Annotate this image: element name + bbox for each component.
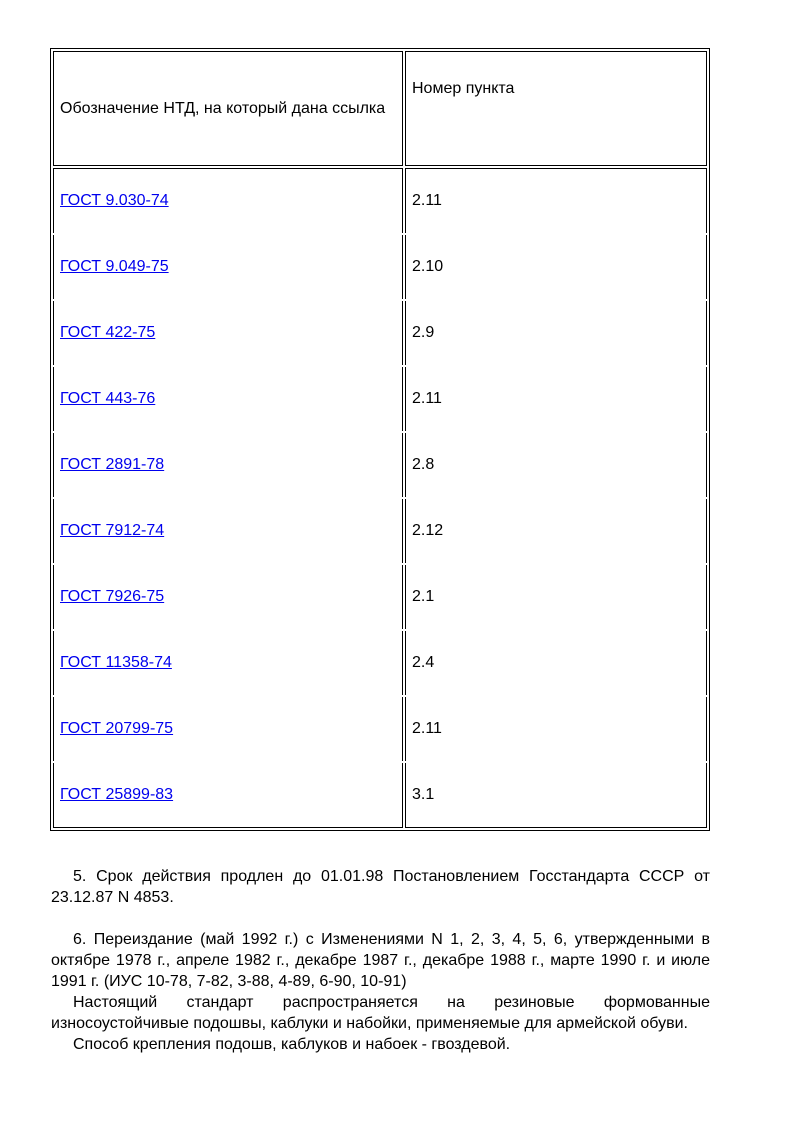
item-number-cell: 2.8 bbox=[405, 433, 707, 497]
doc-cell bbox=[53, 367, 403, 431]
table-row bbox=[53, 697, 707, 761]
header-doc-designation: Обозначение НТД, на который дана ссылка bbox=[53, 51, 403, 166]
note-reissue: 6. Переиздание (май 1992 г.) с Изменениями N 1, 2, 3, 4, 5, 6, утвержденными в октябре 1978 г., апреле 1982 г., декабре 1987 г., декабре 1988 г., марте 1990 г. и июле 1991 г. (ИУС 10-78, 7-82, 3-88, 4-89, 6-90, 10-91) bbox=[51, 931, 710, 990]
table-row bbox=[53, 235, 707, 299]
table-row bbox=[53, 763, 707, 828]
doc-cell bbox=[53, 763, 403, 828]
item-number-cell: 2.12 bbox=[405, 499, 707, 563]
table-header-row bbox=[53, 51, 707, 166]
item-number-cell: 2.11 bbox=[405, 697, 707, 761]
reference-table-body bbox=[53, 51, 707, 828]
item-number-cell: 2.9 bbox=[405, 301, 707, 365]
item-number-cell: 2.11 bbox=[405, 367, 707, 431]
doc-cell bbox=[53, 235, 403, 299]
reference-table bbox=[50, 48, 710, 831]
table-row bbox=[53, 367, 707, 431]
gost-link[interactable]: ГОСТ 9.049-75 bbox=[60, 258, 169, 275]
doc-cell bbox=[53, 565, 403, 629]
doc-cell bbox=[53, 168, 403, 233]
table-row bbox=[53, 499, 707, 563]
notes-section bbox=[51, 866, 710, 1055]
gost-link[interactable]: ГОСТ 11358-74 bbox=[60, 654, 172, 671]
doc-cell bbox=[53, 697, 403, 761]
header-item-number: Номер пункта bbox=[405, 51, 707, 166]
doc-cell bbox=[53, 433, 403, 497]
table-row bbox=[53, 631, 707, 695]
gost-link[interactable]: ГОСТ 7926-75 bbox=[60, 588, 165, 605]
gost-link[interactable]: ГОСТ 9.030-74 bbox=[60, 192, 169, 209]
table-row bbox=[53, 433, 707, 497]
gost-link[interactable]: ГОСТ 20799-75 bbox=[60, 720, 174, 737]
item-number-cell: 2.10 bbox=[405, 235, 707, 299]
item-number-cell: 2.11 bbox=[405, 168, 707, 233]
item-number-cell: 2.1 bbox=[405, 565, 707, 629]
gost-link[interactable]: ГОСТ 422-75 bbox=[60, 324, 156, 341]
table-row bbox=[53, 565, 707, 629]
doc-cell bbox=[53, 301, 403, 365]
item-number-cell: 2.4 bbox=[405, 631, 707, 695]
note-validity-extension: 5. Срок действия продлен до 01.01.98 Постановлением Госстандарта СССР от 23.12.87 N 4853. bbox=[51, 868, 710, 906]
table-row bbox=[53, 301, 707, 365]
doc-cell bbox=[53, 631, 403, 695]
table-row bbox=[53, 168, 707, 233]
gost-link[interactable]: ГОСТ 7912-74 bbox=[60, 522, 165, 539]
item-number-cell: 3.1 bbox=[405, 763, 707, 828]
note-scope: Настоящий стандарт распространяется на резиновые формованные износоустойчивые подошвы, каблуки и набойки, применяемые для армейской обуви. bbox=[51, 994, 710, 1032]
gost-link[interactable]: ГОСТ 25899-83 bbox=[60, 786, 174, 803]
gost-link[interactable]: ГОСТ 443-76 bbox=[60, 390, 156, 407]
gost-link[interactable]: ГОСТ 2891-78 bbox=[60, 456, 165, 473]
doc-cell bbox=[53, 499, 403, 563]
note-fastening-method: Способ крепления подошв, каблуков и набоек - гвоздевой. bbox=[73, 1036, 511, 1053]
